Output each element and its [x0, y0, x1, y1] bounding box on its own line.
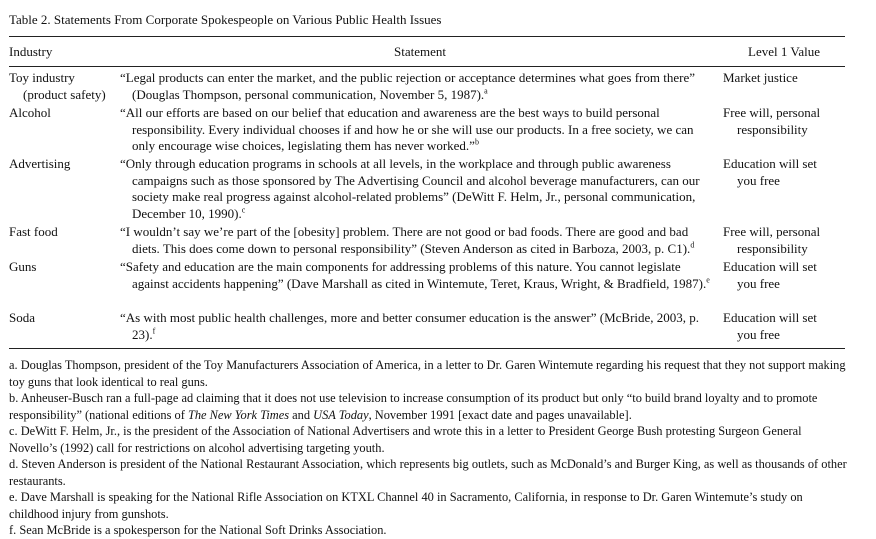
- level-cell: [723, 310, 845, 343]
- industry-label: Toy industry: [9, 70, 75, 85]
- level-value-cont: responsibility: [737, 240, 808, 256]
- header-statement: Statement: [394, 44, 446, 59]
- level-value: Education will set: [723, 156, 817, 171]
- level-value-cont: you free: [737, 275, 780, 291]
- footnote-b: [9, 390, 849, 423]
- footnote-c: c. DeWitt F. Helm, Jr., is the president of the Association of National Advertisers and wrote this in a letter to President George Bush protesting Surgeon General Novello’s (1992) call for restrictions on alcohol advertising targeting youth.: [9, 424, 802, 455]
- statement-text: “All our efforts are based on our belief that education and awareness are the best ways to build personal responsibility. Every individual chooses if and how he or she will use our products. In a free society, we can only encourage wise choices, legislating them has never worked.”: [120, 105, 694, 153]
- statement-cell: [120, 105, 718, 155]
- level-cell: [723, 224, 845, 257]
- industry-label: Fast food: [9, 224, 58, 239]
- level-value: Free will, personal: [723, 224, 821, 239]
- footnote-b-and: and: [289, 407, 314, 422]
- footnote-marker: c: [241, 205, 246, 215]
- statement-text: “Safety and education are the main components for addressing problems of this nature. You cannot legislate against accidents happening” (Dave Marshall as cited in Wintemute, Teret, Kraus, Wright, & Bradfield, 1987).: [120, 259, 707, 291]
- industry-cell: [9, 156, 114, 173]
- industry-cell: [9, 105, 114, 122]
- statement-text: “As with most public health challenges, more and better consumer education is the answer” (McBride, 2003, p. 23).: [120, 310, 700, 342]
- header-industry: Industry: [9, 44, 53, 59]
- footnote-marker: e: [706, 275, 710, 285]
- level-value: Education will set: [723, 310, 817, 325]
- footnote-e: e. Dave Marshall is speaking for the National Rifle Association on KTXL Channel 40 in Sacramento, California, in response to Dr. Garen Wintemute’s study on childhood injury from gunshots.: [9, 490, 803, 521]
- table-footnotes: [9, 357, 849, 539]
- statement-text: “Legal products can enter the market, and the public rejection or acceptance determines what goes from there” (Douglas Thompson, personal communication, November 5, 1987).: [120, 70, 695, 102]
- footnote-marker: f: [152, 326, 156, 336]
- statement-text: “I wouldn’t say we’re part of the [obesity] problem. There are not good or bad foods. There are good and bad diets. This does come down to personal responsibility” (Steven Anderson as cited in Barboza, 2003, p. C1).: [120, 224, 691, 256]
- level-cell: [723, 259, 845, 292]
- statement-cell: [120, 70, 718, 103]
- level-cell: [723, 156, 845, 189]
- footnote-d: d. Steven Anderson is president of the National Restaurant Association, which represents big outlets, such as McDonald’s and Burger King, as well as thousands of other restaurants.: [9, 457, 847, 488]
- footnote-marker: a: [484, 86, 488, 96]
- statement-text: “Only through education programs in schools at all levels, in the workplace and through public awareness campaigns such as those sponsored by The Advertising Council and alcohol beverage manufacturers, can our society make real progress against alcohol-related problems” (DeWitt F. Helm, Jr., personal communication, December 10, 1990).: [120, 156, 700, 221]
- level-cell: [723, 70, 845, 87]
- industry-cell: [9, 259, 114, 276]
- footnote-b-usa: USA Today: [313, 407, 369, 422]
- footnote-marker: b: [474, 137, 479, 147]
- industry-cell: [9, 224, 114, 241]
- top-rule: [9, 36, 845, 37]
- statement-cell: [120, 310, 718, 343]
- footnote-marker: d: [690, 240, 695, 250]
- level-value: Education will set: [723, 259, 817, 274]
- footnote-b-tail: , November 1991 [exact date and pages unavailable].: [368, 407, 632, 422]
- header-rule: [9, 66, 845, 67]
- footnote-b-nyt: The New York Times: [187, 407, 290, 422]
- bottom-rule: [9, 348, 845, 349]
- statement-cell: [120, 259, 718, 292]
- footnote-a: a. Douglas Thompson, president of the Toy Manufacturers Association of America, in a letter to Dr. Garen Wintemute regarding his request that they not support making toy guns that look identical to real guns.: [9, 358, 846, 389]
- level-value-cont: you free: [737, 326, 780, 342]
- industry-label: Alcohol: [9, 105, 51, 120]
- level-value: Market justice: [723, 70, 798, 85]
- level-cell: [723, 105, 845, 138]
- statement-cell: [120, 224, 718, 257]
- industry-cell: [9, 310, 114, 327]
- footnote-f: f. Sean McBride is a spokesperson for the National Soft Drinks Association.: [9, 523, 387, 537]
- industry-label: Soda: [9, 310, 35, 325]
- industry-label: Guns: [9, 259, 37, 274]
- level-value: Free will, personal: [723, 105, 821, 120]
- industry-label: Advertising: [9, 156, 71, 171]
- industry-sublabel: (product safety): [23, 86, 106, 102]
- header-level-1-value: Level 1 Value: [748, 44, 820, 59]
- level-value-cont: you free: [737, 172, 780, 188]
- level-value-cont: responsibility: [737, 121, 808, 137]
- footnote-b-text: b. Anheuser-Busch ran a full-page ad claiming that it does not use television to increase consumption of its product but only “to build brand loyalty and to promote responsibility” (national editions of: [9, 391, 818, 422]
- industry-cell: [9, 70, 114, 103]
- statement-cell: [120, 156, 718, 222]
- table-caption: Table 2. Statements From Corporate Spokespeople on Various Public Health Issues: [9, 12, 442, 27]
